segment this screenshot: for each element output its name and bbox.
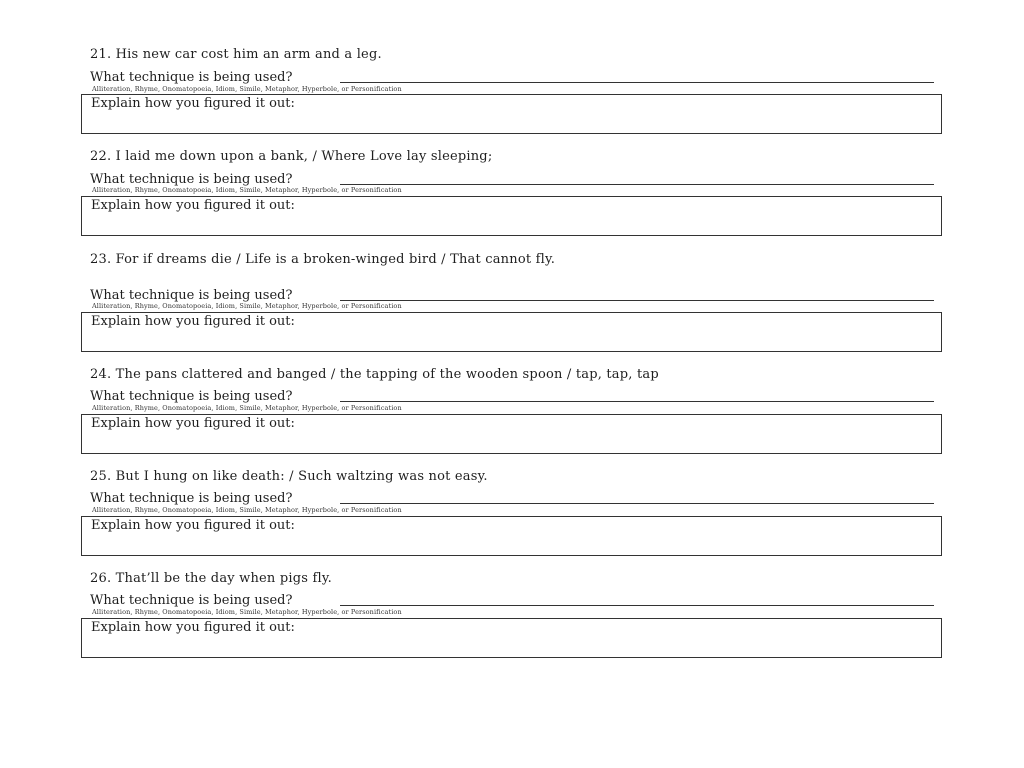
technique-answer-line[interactable]: [340, 401, 934, 402]
explanation-box[interactable]: [81, 516, 942, 556]
explanation-label: Explain how you figured it out:: [91, 314, 295, 329]
question-text: For if dreams die / Life is a broken-winged bird / That cannot fly.: [115, 252, 556, 267]
technique-answer-line[interactable]: [340, 82, 934, 83]
question-prompt: [90, 47, 382, 62]
question-text: The pans clattered and banged / the tapping of the wooden spoon / tap, tap, tap: [115, 367, 659, 382]
explanation-label: Explain how you figured it out:: [91, 416, 295, 431]
explanation-box[interactable]: [81, 414, 942, 454]
question-prompt: [90, 367, 659, 382]
question-number: 26.: [90, 571, 112, 586]
technique-label: What technique is being used?: [90, 288, 293, 303]
question-prompt: [90, 469, 488, 484]
explanation-label: Explain how you figured it out:: [91, 518, 295, 533]
technique-answer-line[interactable]: [340, 184, 934, 185]
question-number: 24.: [90, 367, 112, 382]
technique-answer-row[interactable]: [90, 491, 934, 505]
technique-label: What technique is being used?: [90, 389, 293, 404]
technique-options: Alliteration, Rhyme, Onomatopoeia, Idiom, Simile, Metaphor, Hyperbole, or Personification: [92, 186, 402, 194]
question-number: 25.: [90, 469, 112, 484]
question-number: 23.: [90, 252, 112, 267]
question-number: 21.: [90, 47, 112, 62]
explanation-label: Explain how you figured it out:: [91, 620, 295, 635]
explanation-label: Explain how you figured it out:: [91, 96, 295, 111]
technique-answer-line[interactable]: [340, 300, 934, 301]
question-text: That’ll be the day when pigs fly.: [115, 571, 332, 586]
technique-answer-row[interactable]: [90, 288, 934, 302]
explanation-box[interactable]: [81, 196, 942, 236]
question-prompt: [90, 149, 492, 164]
technique-answer-row[interactable]: [90, 172, 934, 186]
technique-answer-row[interactable]: [90, 389, 934, 403]
question-text: His new car cost him an arm and a leg.: [115, 47, 382, 62]
explanation-label: Explain how you figured it out:: [91, 198, 295, 213]
explanation-box[interactable]: [81, 312, 942, 352]
technique-label: What technique is being used?: [90, 172, 293, 187]
technique-options: Alliteration, Rhyme, Onomatopoeia, Idiom, Simile, Metaphor, Hyperbole, or Personification: [92, 302, 402, 310]
technique-label: What technique is being used?: [90, 491, 293, 506]
explanation-box[interactable]: [81, 94, 942, 134]
technique-label: What technique is being used?: [90, 70, 293, 85]
question-text: I laid me down upon a bank, / Where Love lay sleeping;: [115, 149, 493, 164]
technique-answer-line[interactable]: [340, 503, 934, 504]
question-prompt: [90, 571, 332, 586]
question-text: But I hung on like death: / Such waltzing was not easy.: [115, 469, 488, 484]
technique-label: What technique is being used?: [90, 593, 293, 608]
technique-answer-line[interactable]: [340, 605, 934, 606]
technique-options: Alliteration, Rhyme, Onomatopoeia, Idiom, Simile, Metaphor, Hyperbole, or Personification: [92, 608, 402, 616]
technique-answer-row[interactable]: [90, 593, 934, 607]
explanation-box[interactable]: [81, 618, 942, 658]
question-number: 22.: [90, 149, 112, 164]
technique-answer-row[interactable]: [90, 70, 934, 84]
technique-options: Alliteration, Rhyme, Onomatopoeia, Idiom, Simile, Metaphor, Hyperbole, or Personification: [92, 404, 402, 412]
technique-options: Alliteration, Rhyme, Onomatopoeia, Idiom, Simile, Metaphor, Hyperbole, or Personification: [92, 85, 402, 93]
technique-options: Alliteration, Rhyme, Onomatopoeia, Idiom, Simile, Metaphor, Hyperbole, or Personification: [92, 506, 402, 514]
question-prompt: [90, 252, 555, 267]
